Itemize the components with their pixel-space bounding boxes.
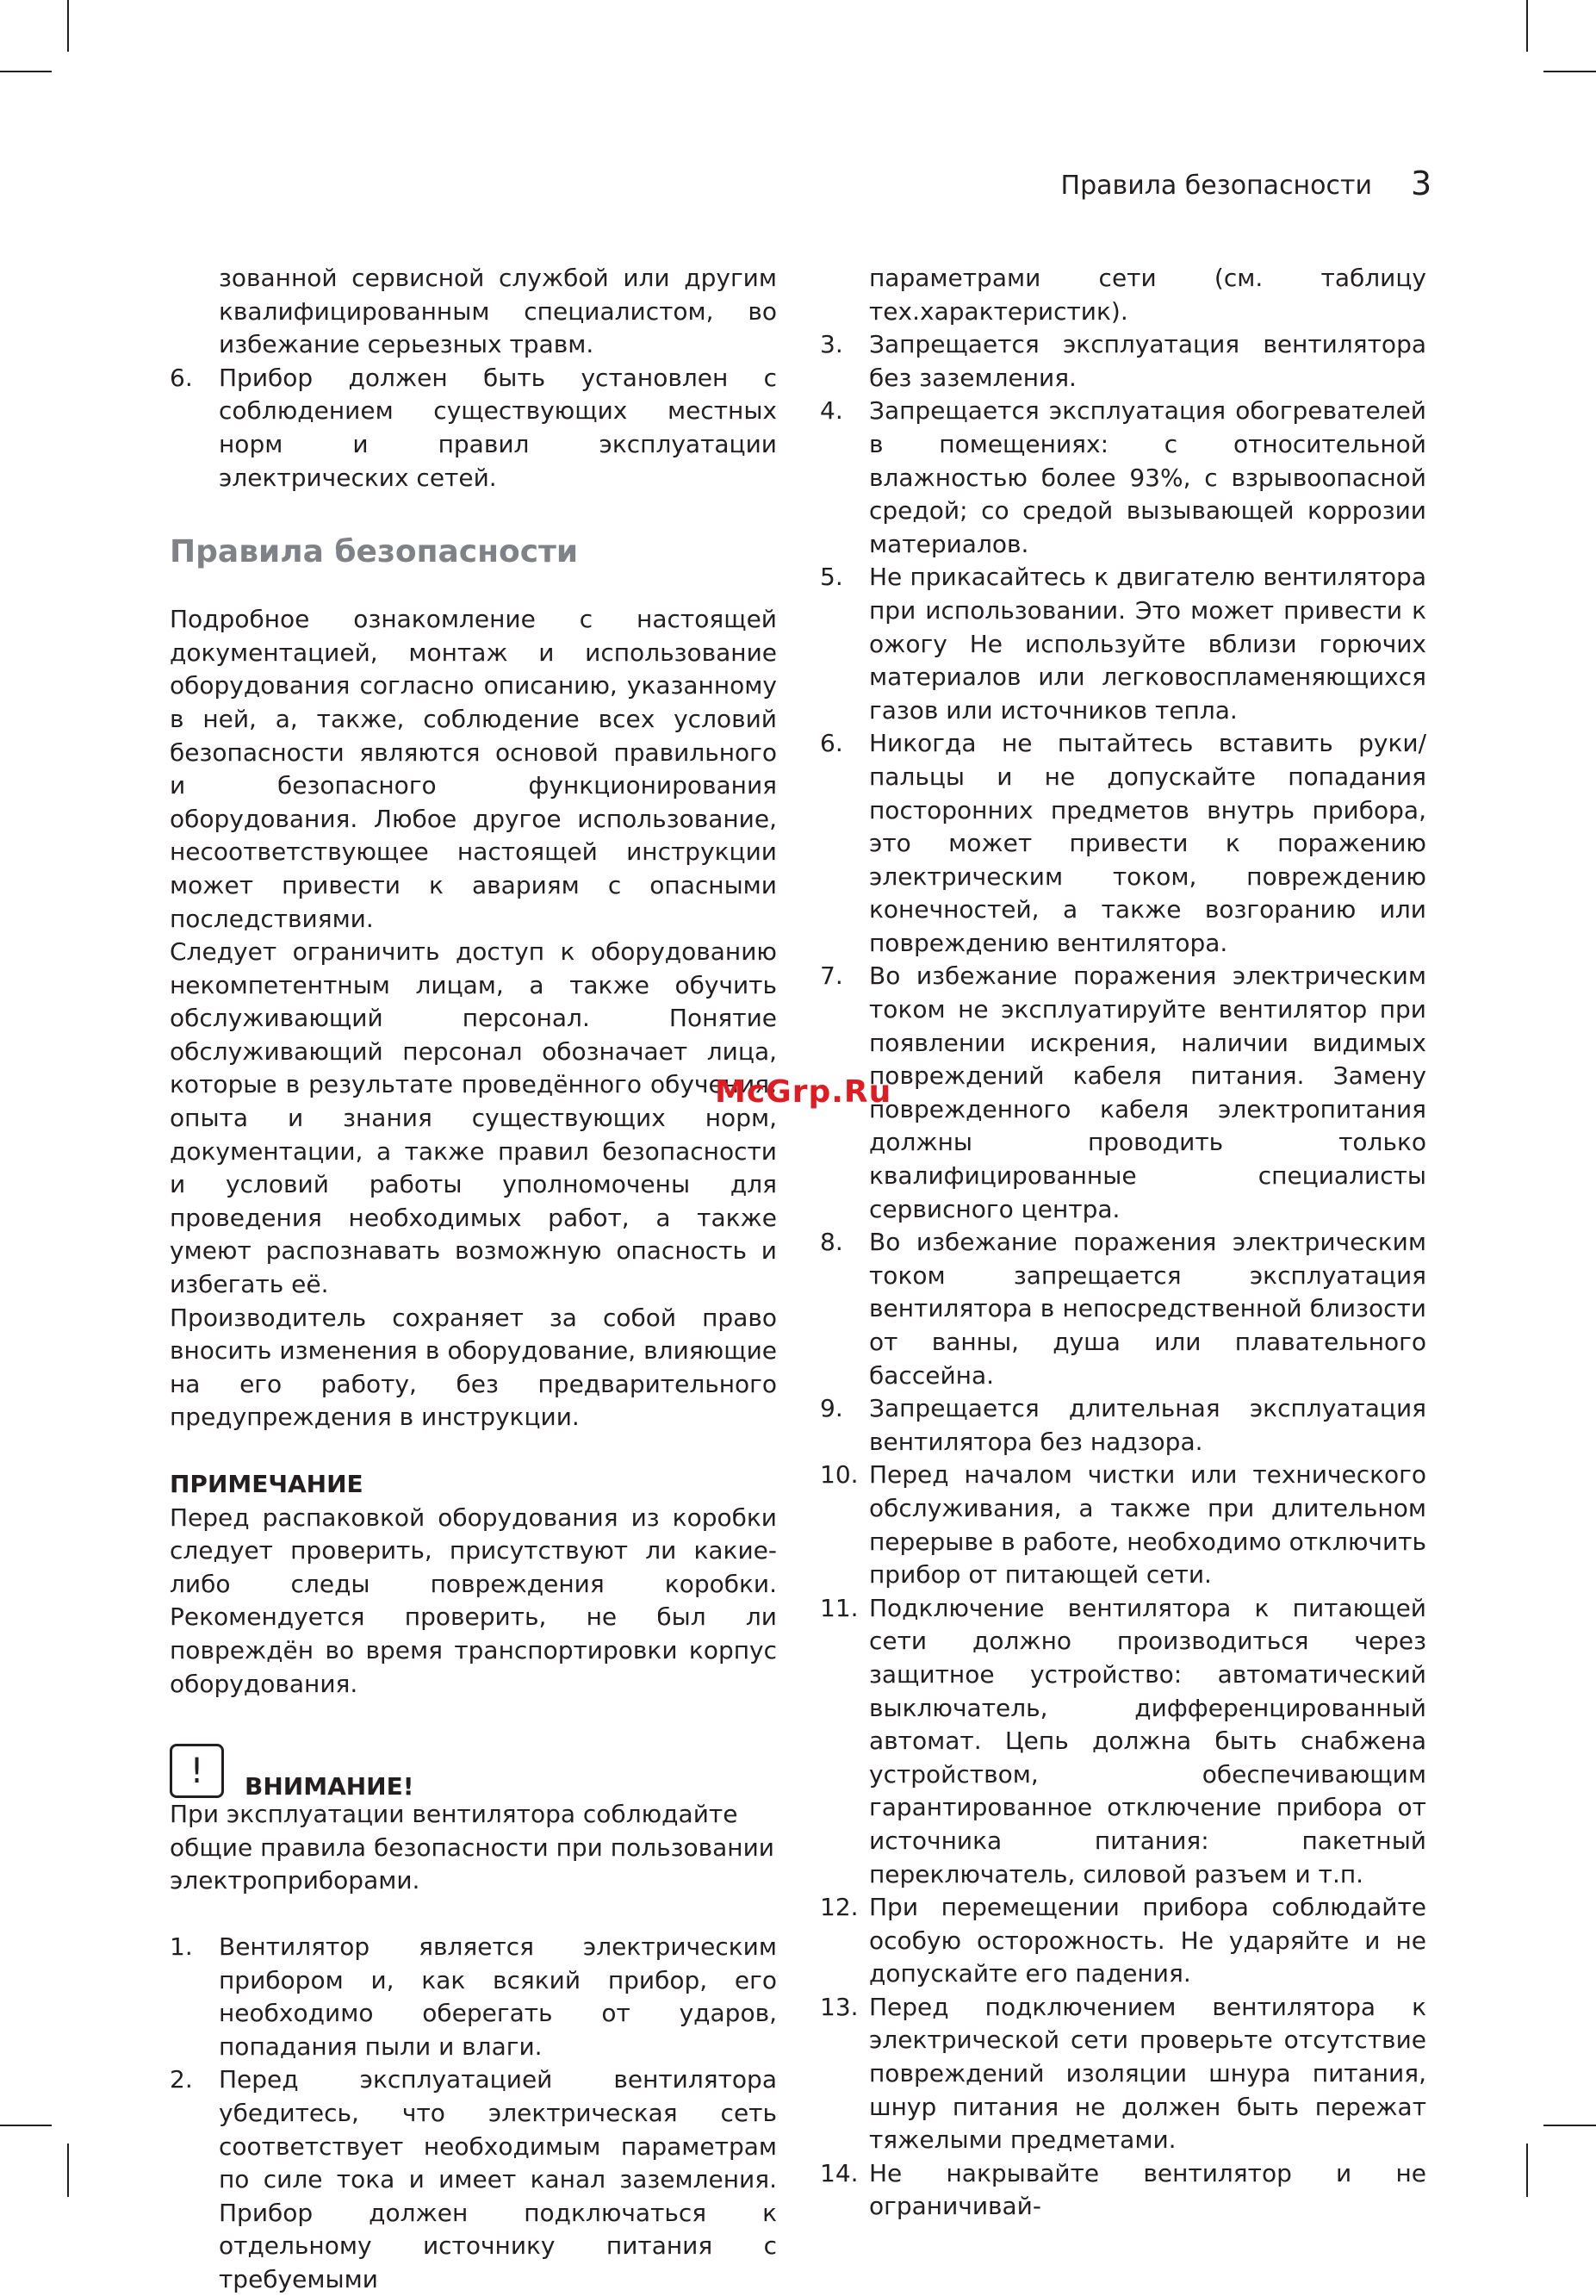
list-item bbox=[820, 1891, 1426, 1991]
running-header-title: Правила безопасности bbox=[1060, 171, 1372, 201]
list-item-text: Запрещается длительная эксплуатация вентилятора без надзора. bbox=[869, 1394, 1426, 1456]
list-item-text: Не прикасайтесь к двигателю вентилятора при использовании. Это может привести к ожогу Не используйте вблизи горючих материалов или легковоспламеняющихся газов или источников тепла. bbox=[869, 563, 1426, 725]
intro-continuation: зованной сервисной службой или другим квалифицированным специалистом, во избежание серьезных травм. bbox=[219, 264, 777, 359]
safety-list-right bbox=[820, 328, 1426, 2224]
list-item-text: При перемещении прибора соблюдайте особую осторожность. Не ударяйте и не допускайте его падения. bbox=[869, 1893, 1426, 1988]
list-item-number: 1. bbox=[170, 1932, 193, 1961]
list-item-text: Перед началом чистки или технического обслуживания, а также при длительном перерыве в работе, необходимо отключить прибор от питающей сети. bbox=[869, 1460, 1426, 1590]
exclamation-icon: ! bbox=[189, 1751, 204, 1791]
list-item-number: 4. bbox=[820, 396, 843, 426]
list-item bbox=[170, 1931, 777, 2063]
crop-mark bbox=[1526, 0, 1528, 52]
list-item-text: Никогда не пытайтесь вставить руки/пальцы и не допускайте попадания посторонних предметов внутрь прибора, это может привести к поражению электрическим током, повреждению конечностей, а также возгоранию или повреждению вентилятора. bbox=[869, 729, 1426, 957]
list-item-number: 12. bbox=[820, 1893, 859, 1922]
list-item-text: Запрещается эксплуатация обогревателей в помещениях: с относительной влажностью более 93%, с взрывоопасной средой; со средой вызывающей коррозии материалов. bbox=[869, 396, 1426, 558]
list-item bbox=[820, 727, 1426, 960]
list-item bbox=[820, 395, 1426, 561]
list-item-number: 9. bbox=[820, 1394, 843, 1423]
list-item bbox=[820, 960, 1426, 1226]
warning-header bbox=[170, 1744, 777, 1801]
continuation-text: параметрами сети (см. таблицу тех.характеристик). bbox=[869, 264, 1426, 326]
list-item bbox=[820, 1991, 1426, 2157]
right-column bbox=[820, 262, 1426, 2224]
page-number: 3 bbox=[1411, 165, 1432, 202]
crop-mark bbox=[1543, 2125, 1596, 2126]
crop-mark bbox=[0, 2125, 52, 2126]
warning-title: ВНИМАНИЕ! bbox=[245, 1771, 414, 1801]
crop-mark bbox=[67, 2144, 69, 2197]
list-item-text: Во избежание поражения электрическим током запрещается эксплуатация вентилятора в непосредственной близости от ванны, душа или плавательного бассейна. bbox=[869, 1228, 1426, 1390]
list-item-number: 5. bbox=[820, 563, 843, 592]
list-item-number: 8. bbox=[820, 1228, 843, 1257]
list-item-number: 3. bbox=[820, 330, 843, 359]
warning-icon bbox=[170, 1744, 224, 1798]
note-title: ПРИМЕЧАНИЕ bbox=[170, 1470, 363, 1498]
list-item-number: 6. bbox=[170, 363, 193, 392]
list-item bbox=[820, 1226, 1426, 1392]
list-item-number: 2. bbox=[170, 2065, 193, 2094]
list-item bbox=[820, 1459, 1426, 1591]
crop-mark bbox=[0, 71, 52, 72]
list-item-text: Запрещается эксплуатация вентилятора без заземления. bbox=[869, 330, 1426, 392]
crop-mark bbox=[1543, 71, 1596, 72]
list-item-text: Подключение вентилятора к питающей сети должно производиться через защитное устройство: автоматический выключатель, дифференцированный автомат. Цепь должна быть снабжена устройством, обеспечивающим гарантированное отключение прибора от источника питания: пакетный переключатель, силовой разъем и т.п. bbox=[869, 1593, 1426, 1888]
list-item bbox=[820, 328, 1426, 395]
list-item bbox=[820, 1592, 1426, 1891]
safety-list-left bbox=[170, 1931, 777, 2296]
note-text: Перед распаковкой оборудования из коробки следует проверить, присутствуют ли какие-либо следы повреждения коробки. Рекомендуется проверить, не был ли повреждён во время транспортировки корпус оборудования. bbox=[170, 1503, 777, 1698]
list-item-number: 11. bbox=[820, 1593, 859, 1622]
list-item-number: 6. bbox=[820, 729, 843, 758]
list-item bbox=[820, 561, 1426, 727]
list-item-text: Во избежание поражения электрическим током не эксплуатируйте вентилятор при появлении искрения, наличии видимых повреждений кабеля питания. Замену поврежденного кабеля электропитания должны проводить только квалифицированные специалисты сервисного центра. bbox=[869, 961, 1426, 1223]
list-item bbox=[820, 2157, 1426, 2224]
section-title: Правила безопасности bbox=[170, 534, 579, 570]
list-item-number: 14. bbox=[820, 2158, 859, 2187]
list-item-number: 13. bbox=[820, 1992, 859, 2021]
list-item bbox=[820, 1392, 1426, 1459]
list-item-text: Перед эксплуатацией вентилятора убедитесь, что электрическая сеть соответствует необходимым параметрам по силе тока и имеет канал заземления. Прибор должен подключаться к отдельному источнику питания с требуемыми bbox=[219, 2065, 777, 2293]
list-item-text: Вентилятор является электрическим прибором и, как всякий прибор, его необходимо оберегать от ударов, попадания пыли и влаги. bbox=[219, 1932, 777, 2061]
warning-text: При эксплуатации вентилятора соблюдайте общие правила безопасности при пользовании электроприборами. bbox=[170, 1800, 774, 1895]
crop-mark bbox=[1526, 2144, 1528, 2197]
paragraph: Производитель сохраняет за собой право вносить изменения в оборудование, влияющие на его работу, без предварительного предупреждения в инструкции. bbox=[170, 1303, 777, 1432]
paragraph: Следует ограничить доступ к оборудованию некомпетентным лицам, а также обучить обслуживающий персонал. Понятие обслуживающий персонал обозначает лица, которые в результате проведённого обучения, опыта и знания существующих норм, документации, а также правил безопасности и условий работы уполномочены для проведения необходимых работ, а также умеют распознавать возможную опасность и избегать её. bbox=[170, 937, 777, 1299]
list-item-text: Не накрывайте вентилятор и не ограничивай- bbox=[869, 2158, 1426, 2221]
list-item-number: 10. bbox=[820, 1460, 859, 1490]
list-item-text: Перед подключением вентилятора к электрической сети проверьте отсутствие повреждений изоляции шнура питания, шнур питания не должен быть пережат тяжелыми предметами. bbox=[869, 1992, 1426, 2155]
crop-mark bbox=[67, 0, 69, 52]
list-item-text: Прибор должен быть установлен с соблюдением существующих местных норм и правил эксплуатации электрических сетей. bbox=[219, 363, 777, 492]
paragraph: Подробное ознакомление с настоящей документацией, монтаж и использование оборудования согласно описанию, указанному в ней, а, также, соблюдение всех условий безопасности являются основой правильного и безопасного функционирования оборудования. Любое другое использование, несоответствующее настоящей инструкции может привести к авариям с опасными последствиями. bbox=[170, 605, 777, 933]
list-item bbox=[170, 362, 777, 495]
left-column bbox=[170, 262, 777, 2296]
list-item bbox=[170, 2063, 777, 2296]
watermark: McGrp.Ru bbox=[715, 1074, 892, 1110]
list-item-number: 7. bbox=[820, 961, 843, 991]
